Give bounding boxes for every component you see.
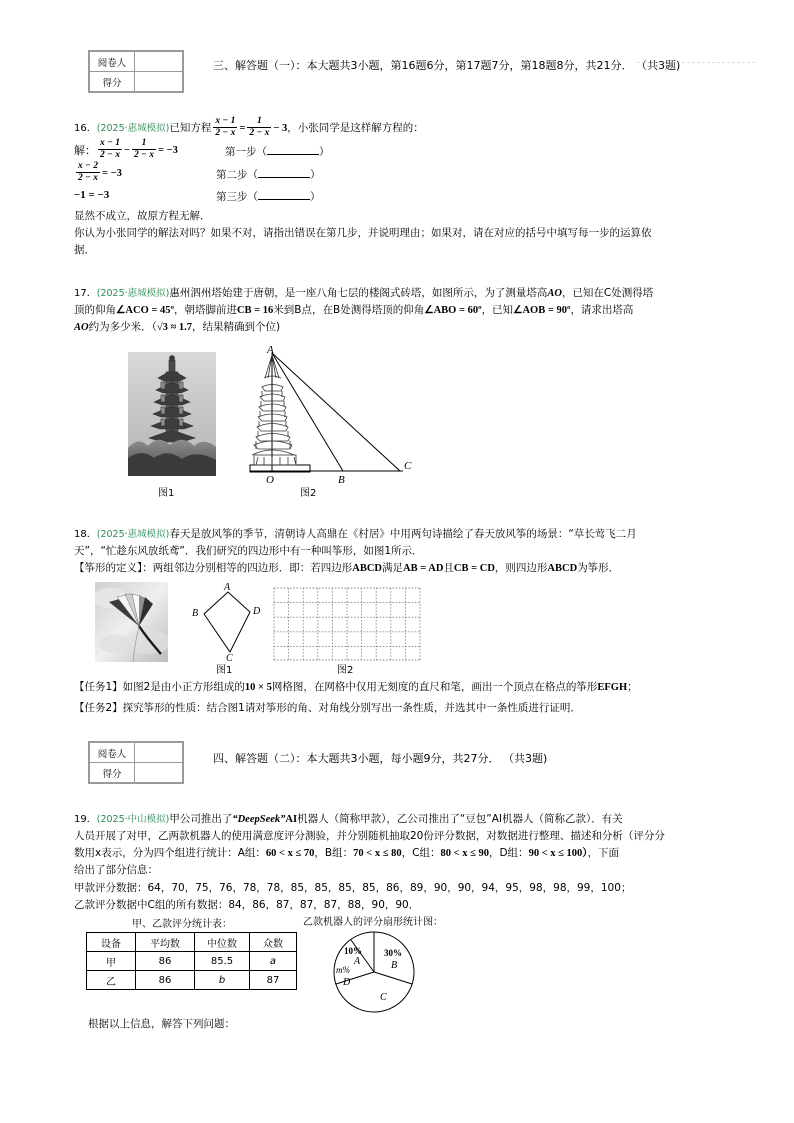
q19-data-jia-row xyxy=(74,881,631,896)
q18-task1-a: 【任务1】如图2是由小正方形组成的 xyxy=(74,681,245,693)
q18-def-abcd: ABCD xyxy=(352,563,383,574)
q16-step1-blank[interactable] xyxy=(267,145,319,155)
q17-line-1 xyxy=(74,286,653,301)
q19-pie-caption: 乙款机器人的评分扇形统计图： xyxy=(303,917,443,928)
td-jia-median: 85.5 xyxy=(195,952,250,971)
q17-line1-b: ，已知在C处测得塔 xyxy=(561,287,654,299)
q19-line1-b: 机器人（简称甲款），乙公司推出了“豆包”AI机器人（简称乙款）．有关 xyxy=(297,813,623,825)
q18-fig1-caption: 图1 xyxy=(216,665,233,676)
q16-step2-frac xyxy=(76,161,100,184)
q18-line1-text: 春天是放风筝的季节，清朝诗人高鼎在《村居》中用两句诗描绘了春天放风筝的场景：“草长莺飞二月 xyxy=(169,528,637,540)
q18-def-then: ，则四边形 xyxy=(494,562,548,574)
q16-step1-frac1 xyxy=(98,138,122,161)
q18-def-ab-ad: AB = AD xyxy=(403,563,444,574)
q16-eq-rhs-den: 2 − x xyxy=(249,128,270,138)
q17-fig1-caption: 图1 xyxy=(158,488,175,499)
q16-step2-eq: = −3 xyxy=(102,167,122,179)
q17-fig2-caption: 图2 xyxy=(300,488,317,499)
q16-eq-lhs-den: 2 − x xyxy=(215,128,236,138)
q16-step1-frac2-den: 2 − x xyxy=(134,150,155,160)
q16-step1-expression xyxy=(96,139,178,162)
q16-step2-num: x − 2 xyxy=(78,161,99,171)
q19-group-c-range: 80 < x ≤ 90 xyxy=(440,848,489,859)
q19-deepseek-label: “DeepSeek” xyxy=(232,814,286,825)
td-jia-mean: 86 xyxy=(136,952,195,971)
q16-conclusion: 显然不成立，故原方程无解． xyxy=(74,210,211,222)
q16-step2-blank[interactable] xyxy=(258,168,310,178)
q19-line-3 xyxy=(74,846,619,861)
q19-line3-d: ，D组： xyxy=(488,847,529,859)
q17-source: (2025·惠城模拟) xyxy=(96,288,170,299)
svg-text:C: C xyxy=(380,992,387,1003)
td-yi-median: b xyxy=(195,971,250,990)
q19-data-jia-label: 甲款评分数据： xyxy=(74,882,148,894)
q17-line3-a: 约为多少米．（ xyxy=(88,321,157,333)
q16-eq-lhs-num: x − 1 xyxy=(215,116,236,126)
q18-line-2: 天”，“忙趁东风放纸鸢”．我们研究的四边形中有一种叫筝形，如图1所示． xyxy=(74,545,423,557)
td-jia-device: 甲 xyxy=(87,952,136,971)
q17-angle-aco: ∠ACO = 45º xyxy=(116,305,174,316)
q18-task1-c: ； xyxy=(627,681,638,693)
q19-data-yi-row xyxy=(74,898,419,913)
q16-number: 16． xyxy=(74,122,97,134)
q16-ask-line-1: 你认为小张同学的解法对吗？如果不对，请指出错误在第几步，并说明理由；如果对，请在对应的括号中填写每一步的运算依 xyxy=(74,227,652,239)
q16-stem-before: 已知方程 xyxy=(169,121,212,134)
q19-line3-e: ，下面 xyxy=(587,847,620,859)
q17-line3-b: ，结果精确到个位) xyxy=(192,321,281,333)
q17-cb-value: CB = 16 xyxy=(236,305,274,316)
q16-step2-blank-row xyxy=(216,168,321,183)
td-yi-mode: 87 xyxy=(250,971,297,990)
q19-line-2: 人员开展了对甲，乙两款机器人的使用满意度评分测验，并分别随机抽取20份评分数据，对数据进行整理、描述和分析（评分分 xyxy=(74,830,665,842)
q19-ai-label: AI xyxy=(285,814,298,825)
q19-closing-line: 根据以上信息，解答下列问题： xyxy=(88,1018,235,1030)
q18-def-end: 为筝形． xyxy=(577,562,620,574)
q19-data-yi-label: 乙款评分数据中C组的所有数据： xyxy=(74,899,229,911)
score-label-2: 得分 xyxy=(90,763,135,783)
q17-angle-aob: ∠AOB = 90º xyxy=(513,305,571,316)
table-row xyxy=(87,952,297,971)
q17-geometry-diagram xyxy=(240,345,415,485)
pagoda-photo xyxy=(128,352,216,476)
q17-line2-a: 顶的仰角 xyxy=(74,304,116,316)
q19-line3-b: ，B组： xyxy=(314,847,354,859)
q18-task-1 xyxy=(74,680,638,695)
svg-text:D: D xyxy=(343,977,351,988)
svg-text:C: C xyxy=(404,460,412,472)
q16-step1-frac2-num: 1 xyxy=(141,138,147,148)
q19-line3-a: 数用x表示，分为四个组进行统计：A组： xyxy=(74,847,266,859)
grader-box-section-4 xyxy=(88,741,184,784)
q16-step3-paren: ） xyxy=(310,191,321,203)
svg-text:A: A xyxy=(354,956,361,967)
svg-text:B: B xyxy=(192,608,199,619)
q18-kite-quadrilateral xyxy=(186,582,266,662)
q16-step3-expression: −1 = −3 xyxy=(74,189,110,201)
svg-text:30%: 30% xyxy=(384,948,402,958)
q19-source: (2025·中山模拟) xyxy=(96,814,170,825)
q16-step1-frac1-den: 2 − x xyxy=(100,150,121,160)
q18-def-mid: 满足 xyxy=(382,562,404,574)
q16-step3-blank-row xyxy=(216,190,321,205)
q19-group-d-range: 90 < x ≤ 100） xyxy=(528,848,588,859)
svg-text:O: O xyxy=(266,474,274,485)
q16-step3-name: 第三步（ xyxy=(216,191,258,203)
q18-source: (2025·惠城模拟) xyxy=(96,529,170,540)
q19-group-b-range: 70 < x ≤ 80 xyxy=(353,848,402,859)
svg-text:A: A xyxy=(267,345,274,356)
grader-label: 阅卷人 xyxy=(90,52,135,72)
q17-line1-a: 惠州泗州塔始建于唐朝，是一座八角七层的楼阁式砖塔，如图所示，为了测量塔高 xyxy=(169,287,548,299)
svg-text:D: D xyxy=(253,606,261,617)
q19-line1-a: 甲公司推出了 xyxy=(169,813,233,825)
svg-text:10%: 10% xyxy=(344,946,362,956)
q18-def-abcd-2: ABCD xyxy=(547,563,578,574)
grader-value-cell[interactable] xyxy=(135,52,183,72)
q18-definition xyxy=(74,561,619,576)
q19-group-a-range: 60 < x ≤ 70 xyxy=(265,848,315,859)
q17-sqrt3-approx: √3 ≈ 1.7 xyxy=(156,322,192,333)
q18-task1-efgh: EFGH xyxy=(597,682,628,693)
section-3-heading: 三、解答题（一）：本大题共3小题，第16题6分，第17题7分，第18题8分，共21分． （共3题) xyxy=(213,59,681,72)
q17-line-2 xyxy=(74,303,633,318)
question-16 xyxy=(74,117,734,140)
q19-number: 19． xyxy=(74,814,97,825)
q19-line3-c: ，C组： xyxy=(401,847,441,859)
q16-step1-minus: − xyxy=(124,144,130,156)
q19-line-1 xyxy=(74,812,623,827)
q16-step1-eq: = −3 xyxy=(158,144,178,156)
q18-def-cb-cd: CB = CD xyxy=(453,563,495,574)
q18-def-and: 且 xyxy=(443,562,454,574)
q17-number: 17． xyxy=(74,288,97,299)
q16-step1-frac2 xyxy=(132,138,156,161)
svg-text:A: A xyxy=(224,582,231,593)
q16-stem-after: ，小张同学是这样解方程的： xyxy=(287,121,424,134)
score-value-cell[interactable] xyxy=(135,72,183,92)
q19-data-jia-values: 64，70，75，76，78，78，85，85，85，85，86，89，90，90，94，95，98，98，99，100； xyxy=(147,882,632,894)
q16-eq-tail: − 3 xyxy=(273,122,288,134)
table-header-row xyxy=(87,933,297,952)
q17-line2-c: 米到B点，在B处测得塔顶的仰角 xyxy=(273,304,425,316)
q16-step3-blank[interactable] xyxy=(258,190,310,200)
q16-step1-frac1-num: x − 1 xyxy=(100,138,121,148)
q18-task-2: 【任务2】探究筝形的性质：结合图1请对筝形的角、对角线分别写出一条性质，并选其中一条性质进行证明． xyxy=(74,702,581,714)
th-mean: 平均数 xyxy=(136,933,195,952)
td-jia-mode: a xyxy=(250,952,297,971)
q17-line2-d: ，已知 xyxy=(481,304,514,316)
q16-step2-name: 第二步（ xyxy=(216,169,258,181)
q19-statistics-table xyxy=(86,932,297,990)
svg-text:C: C xyxy=(226,653,233,662)
q18-fig2-caption: 图2 xyxy=(337,665,354,676)
q17-ao-1: AO xyxy=(547,288,562,299)
q18-number: 18． xyxy=(74,529,97,540)
q16-step1-blank-row xyxy=(225,145,330,160)
table-row xyxy=(87,971,297,990)
q19-data-yi-values: 84，86，87，87，87，88，90，90． xyxy=(228,899,420,911)
q17-angle-abo: ∠ABO = 60º xyxy=(424,305,482,316)
q16-eq-sign: = xyxy=(239,122,246,134)
score-value-cell-2[interactable] xyxy=(135,763,183,783)
q16-step2-paren: ） xyxy=(310,169,321,181)
q16-solution-label: 解： xyxy=(74,144,96,157)
q19-pie-chart xyxy=(322,928,434,1016)
q17-ao-2: AO xyxy=(74,322,89,333)
grader-label-2: 阅卷人 xyxy=(90,743,135,763)
svg-text:B: B xyxy=(338,474,345,485)
th-median: 中位数 xyxy=(195,933,250,952)
svg-text:m%: m% xyxy=(336,965,350,975)
decorative-dashed-line xyxy=(637,62,755,63)
q19-table-caption: 甲、乙款评分统计表： xyxy=(132,919,232,930)
q16-step1-name: 第一步（ xyxy=(225,146,267,158)
kite-photo xyxy=(95,582,168,662)
q18-task1-grid-size: 10 × 5 xyxy=(244,682,272,693)
q16-step1-paren: ） xyxy=(319,146,330,158)
td-yi-mean: 86 xyxy=(136,971,195,990)
td-yi-device: 乙 xyxy=(87,971,136,990)
q18-line-1 xyxy=(74,527,637,542)
q17-line2-b: ，朝塔脚前进 xyxy=(173,304,237,316)
svg-text:B: B xyxy=(391,960,398,971)
grader-value-cell-2[interactable] xyxy=(135,743,183,763)
q16-eq-lhs-fraction xyxy=(213,116,237,139)
th-device: 设备 xyxy=(87,933,136,952)
grader-box-section-3 xyxy=(88,50,184,93)
q19-line-4: 给出了部分信息： xyxy=(74,864,158,876)
q17-line2-e: ，请求出塔高 xyxy=(570,304,634,316)
q16-step2-expression xyxy=(74,162,122,185)
q18-task1-b: 网格图，在网格中仅用无刻度的直尺和笔，画出一个顶点在格点的筝形 xyxy=(271,681,598,693)
q16-source: (2025·惠城模拟) xyxy=(96,122,170,134)
q16-step2-den: 2 − x xyxy=(78,173,99,183)
score-label: 得分 xyxy=(90,72,135,92)
section-4-heading: 四、解答题（二）：本大题共3小题，每小题9分，共27分． （共3题) xyxy=(213,752,548,765)
q17-line-3 xyxy=(74,320,280,335)
q16-eq-rhs-fraction xyxy=(247,116,271,139)
q18-def-label: 【筝形的定义】：两组邻边分别相等的四边形．即：若四边形 xyxy=(74,562,353,574)
q16-eq-rhs-num: 1 xyxy=(256,116,262,126)
q18-grid-figure xyxy=(272,586,422,662)
q16-ask-line-2: 据． xyxy=(74,244,95,256)
th-mode: 众数 xyxy=(250,933,297,952)
